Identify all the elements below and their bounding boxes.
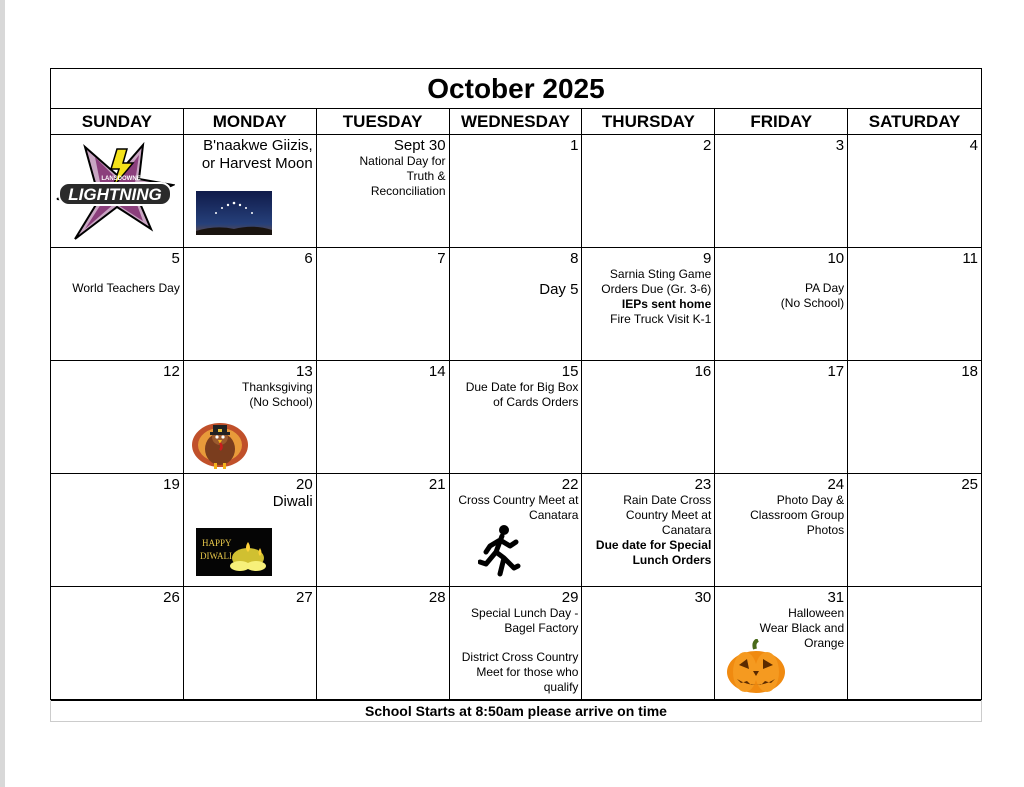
calendar-day-cell (582, 587, 715, 700)
calendar-grid (51, 135, 981, 700)
calendar-day-cell (184, 474, 317, 587)
runner-icon (478, 524, 522, 580)
day-number: 25 (961, 476, 978, 493)
day-number: 18 (961, 363, 978, 380)
day-number: Sept 30 (393, 137, 446, 154)
calendar-day-cell (51, 587, 184, 700)
calendar-day-cell (450, 361, 583, 474)
day-number: 26 (163, 589, 180, 606)
day-number: 1 (570, 137, 579, 154)
event-text: or Harvest Moon (201, 155, 313, 172)
harvest-moon-image (196, 191, 272, 235)
calendar-day-cell (715, 361, 848, 474)
calendar-day-cell (51, 361, 184, 474)
day-number: 9 (702, 250, 712, 267)
logo-top-text: LANSDOWNE (101, 176, 141, 182)
day-number: 7 (437, 250, 446, 267)
event-text: B'naakwe Giizis, (203, 137, 313, 154)
day-number: 15 (561, 363, 579, 380)
event-text: Rain Date Cross (623, 493, 712, 507)
day-number: 11 (962, 250, 978, 267)
calendar-day-cell (848, 587, 981, 700)
event-spacer (453, 636, 579, 650)
calendar-day-cell (184, 587, 317, 700)
footer-note: School Starts at 8:50am please arrive on time (50, 700, 982, 722)
calendar-day-cell (450, 248, 583, 361)
event-spacer (453, 267, 579, 281)
event-text: Wear Black and (759, 621, 845, 635)
event-text: Halloween (788, 606, 845, 620)
event-text: Due date for Special (595, 538, 712, 552)
calendar-day-cell (715, 474, 848, 587)
day-number: 14 (428, 363, 446, 380)
event-text: Fire Truck Visit K-1 (610, 312, 712, 326)
day-number: 8 (570, 250, 579, 267)
calendar-day-cell (184, 361, 317, 474)
day-number: 2 (702, 137, 712, 154)
day-number: 19 (163, 476, 180, 493)
weekday-wednesday: WEDNESDAY (450, 109, 583, 134)
day-number: 22 (561, 476, 579, 493)
calendar-day-cell (848, 248, 981, 361)
event-text: Cross Country Meet at (458, 493, 579, 507)
day-number: 6 (304, 250, 313, 267)
day-number: 23 (694, 476, 712, 493)
event-text: Day 5 (539, 281, 579, 298)
event-text: Due Date for Big Box (465, 380, 579, 394)
day-number: 10 (827, 250, 845, 267)
calendar-day-cell (715, 135, 848, 248)
event-text: World Teachers Day (72, 281, 180, 295)
event-text: IEPs sent home (621, 297, 712, 311)
calendar-day-cell (317, 248, 450, 361)
event-text: Lunch Orders (632, 553, 712, 567)
weekday-thursday: THURSDAY (582, 109, 715, 134)
turkey-icon (190, 419, 250, 471)
day-number: 16 (694, 363, 712, 380)
event-text: (No School) (249, 395, 313, 409)
calendar-day-cell (582, 361, 715, 474)
event-text: Bagel Factory (504, 621, 579, 635)
event-text: Sarnia Sting Game (609, 267, 712, 281)
calendar-day-cell (51, 474, 184, 587)
event-text: Special Lunch Day - (471, 606, 579, 620)
jack-o-lantern-icon (725, 639, 787, 695)
event-text: National Day for (359, 154, 446, 168)
calendar-day-cell (715, 248, 848, 361)
event-text: Truth & (406, 169, 446, 183)
event-text: Classroom Group (750, 508, 845, 522)
event-text: Canatara (529, 508, 579, 522)
calendar-day-cell (51, 248, 184, 361)
event-spacer (718, 267, 844, 281)
day-number: 13 (296, 363, 313, 380)
event-text: Thanksgiving (241, 380, 313, 394)
event-text: (No School) (780, 296, 845, 310)
calendar-day-cell (848, 135, 981, 248)
diwali-line1: HAPPY (201, 538, 232, 548)
calendar-day-cell (317, 135, 450, 248)
calendar-day-cell (715, 587, 848, 700)
weekday-tuesday: TUESDAY (317, 109, 450, 134)
event-text: qualify (543, 680, 579, 694)
day-number: 20 (296, 476, 313, 493)
day-number: 24 (827, 476, 845, 493)
day-number: 29 (561, 589, 579, 606)
page-scrollbar[interactable] (0, 0, 5, 787)
event-text: Orders Due (Gr. 3-6) (601, 282, 712, 296)
calendar-day-cell (450, 135, 583, 248)
event-text: Country Meet at (625, 508, 712, 522)
event-text: Canatara (661, 523, 712, 537)
day-number: 28 (428, 589, 446, 606)
calendar-day-cell (450, 587, 583, 700)
calendar-day-cell (848, 361, 981, 474)
calendar-day-cell (582, 474, 715, 587)
weekday-friday: FRIDAY (715, 109, 848, 134)
event-text: Reconciliation (370, 184, 446, 198)
calendar-day-cell (184, 248, 317, 361)
day-number: 30 (694, 589, 712, 606)
day-number: 17 (827, 363, 845, 380)
event-text: District Cross Country (461, 650, 579, 664)
diwali-line2: DIWALI (199, 551, 232, 561)
event-text: Diwali (272, 493, 313, 510)
weekday-saturday: SATURDAY (868, 111, 961, 131)
event-text: Orange (804, 636, 845, 650)
weekday-sunday: SUNDAY (51, 109, 184, 134)
day-number: 27 (296, 589, 313, 606)
event-spacer (54, 267, 180, 281)
calendar (50, 68, 982, 701)
happy-diwali-image (196, 528, 272, 576)
day-number: 31 (827, 589, 845, 606)
weekday-header-row (51, 109, 981, 135)
lightning-logo-icon (55, 141, 175, 241)
logo-main-text: LIGHTNING (68, 185, 162, 204)
event-text: Photo Day & (776, 493, 845, 507)
event-text: Photos (806, 523, 845, 537)
event-text: of Cards Orders (493, 395, 579, 409)
day-number: 3 (835, 137, 845, 154)
calendar-day-cell (848, 474, 981, 587)
day-number: 12 (163, 363, 180, 380)
calendar-day-cell (317, 361, 450, 474)
calendar-day-cell (51, 135, 184, 248)
day-number: 4 (969, 137, 978, 154)
weekday-monday: MONDAY (184, 109, 317, 134)
calendar-day-cell (582, 248, 715, 361)
calendar-day-cell (582, 135, 715, 248)
calendar-day-cell (317, 587, 450, 700)
calendar-day-cell (317, 474, 450, 587)
day-number: 5 (171, 250, 180, 267)
calendar-day-cell (184, 135, 317, 248)
event-text: Meet for those who (476, 665, 579, 679)
event-text: PA Day (805, 281, 845, 295)
day-number: 21 (428, 476, 446, 493)
calendar-title: October 2025 (51, 69, 981, 109)
calendar-day-cell (450, 474, 583, 587)
